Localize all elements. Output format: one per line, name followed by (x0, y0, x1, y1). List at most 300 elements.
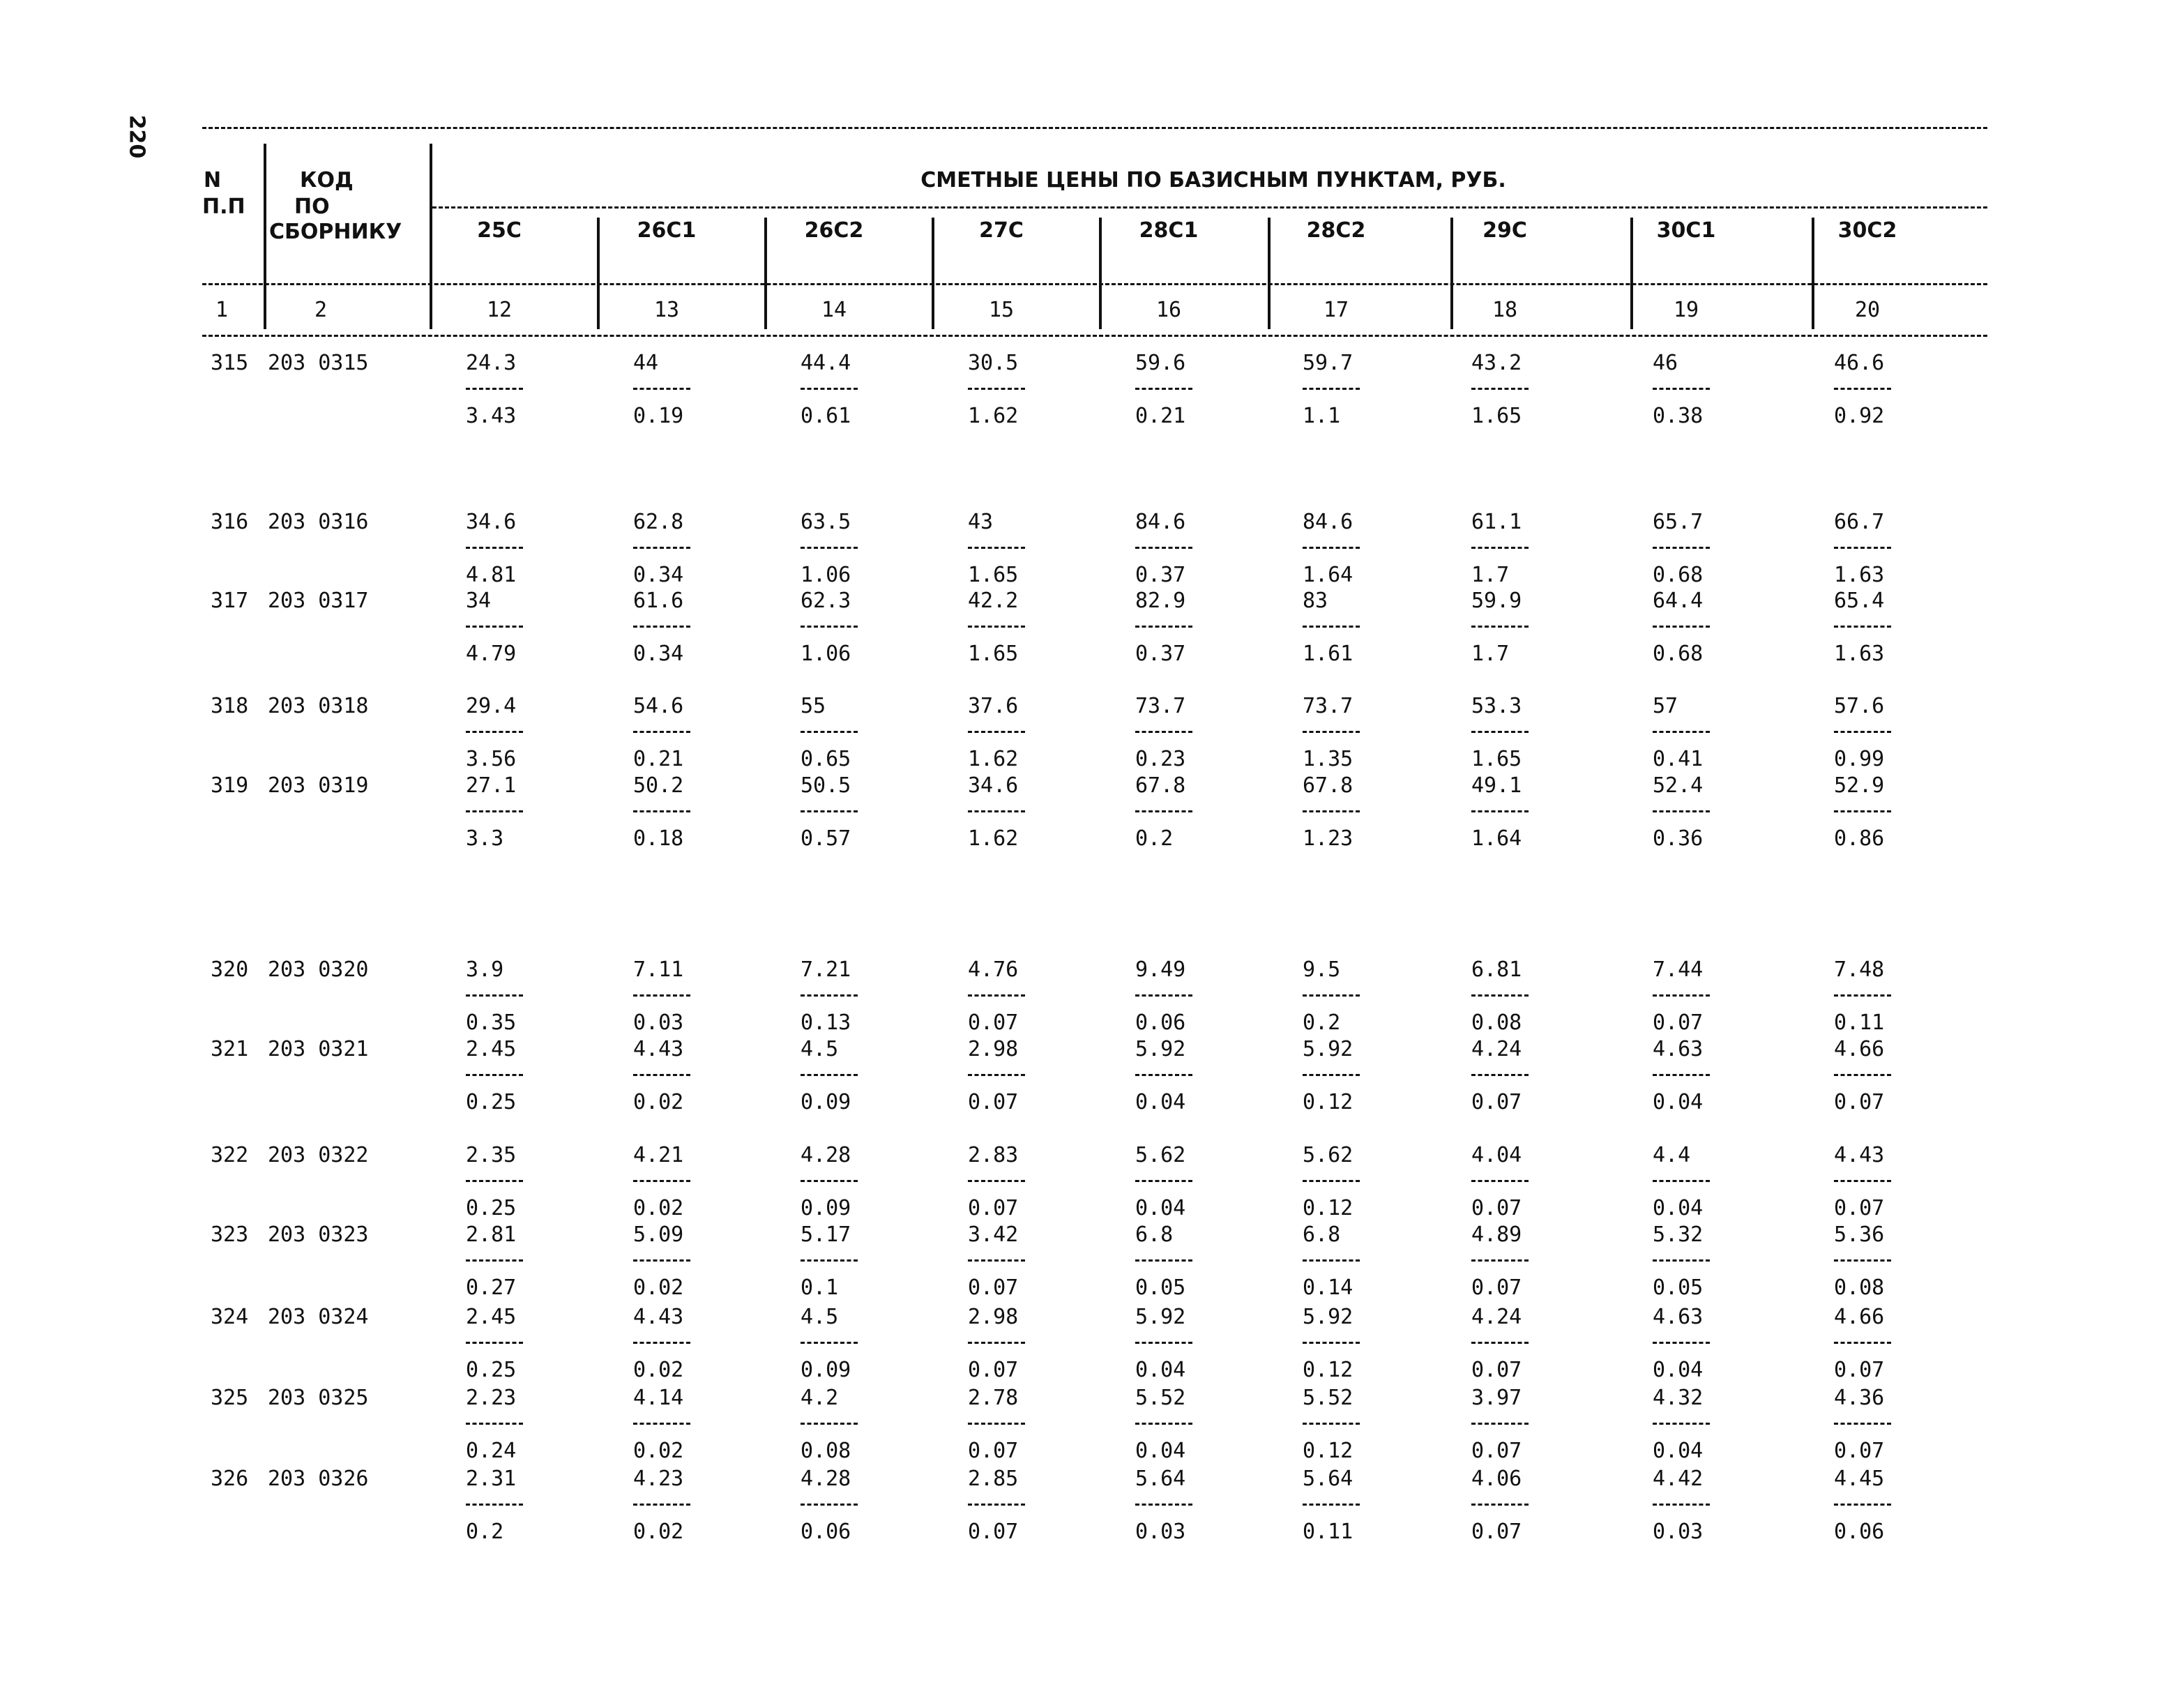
fraction-bar (633, 1423, 690, 1425)
price-value: 5.62 (1303, 1143, 1353, 1167)
price-value: 4.43 (633, 1037, 684, 1061)
fraction-bar (466, 1342, 523, 1344)
fraction-bar (1135, 1180, 1192, 1182)
fraction-bar (1303, 1074, 1360, 1076)
fraction-bar (1653, 1074, 1710, 1076)
price-value: 4.24 (1471, 1037, 1522, 1061)
price-value: 3.42 (968, 1222, 1019, 1247)
fraction-bar (1135, 1342, 1192, 1344)
price-secondary-value: 0.25 (466, 1196, 517, 1220)
price-value: 4.21 (633, 1143, 684, 1167)
price-value: 53.3 (1471, 694, 1522, 718)
price-value: 2.31 (466, 1467, 517, 1491)
price-secondary-value: 0.02 (633, 1275, 684, 1300)
column-header-number: 15 (988, 298, 1015, 322)
price-value: 73.7 (1135, 694, 1186, 718)
price-value: 65.7 (1653, 510, 1704, 534)
row-number: 316 (211, 510, 249, 534)
fraction-bar (1471, 547, 1529, 549)
column-header-number: 18 (1492, 298, 1518, 322)
column-header-name: 26С1 (637, 218, 697, 243)
row-code: 203 0322 (268, 1143, 369, 1167)
price-secondary-value: 0.37 (1135, 642, 1186, 666)
price-value: 30.5 (968, 351, 1019, 375)
price-secondary-value: 0.02 (633, 1090, 684, 1114)
header-separator-code (430, 144, 432, 329)
price-secondary-value: 0.68 (1653, 642, 1704, 666)
price-value: 3.9 (466, 957, 504, 982)
column-header-name: 30С2 (1837, 218, 1897, 243)
fraction-bar (1303, 994, 1360, 997)
price-value: 6.8 (1303, 1222, 1341, 1247)
fraction-bar (1653, 994, 1710, 997)
price-value: 7.21 (801, 957, 851, 982)
price-value: 2.23 (466, 1386, 517, 1410)
price-value: 4.23 (633, 1467, 684, 1491)
row-number: 323 (211, 1222, 249, 1247)
fraction-bar (1834, 994, 1891, 997)
price-secondary-value: 0.68 (1653, 563, 1704, 587)
price-value: 6.81 (1471, 957, 1522, 982)
price-value: 62.3 (801, 589, 851, 613)
price-value: 44 (633, 351, 659, 375)
fraction-bar (1303, 626, 1360, 628)
price-secondary-value: 0.34 (633, 563, 684, 587)
price-value: 7.11 (633, 957, 684, 982)
price-secondary-value: 0.25 (466, 1358, 517, 1382)
price-secondary-value: 0.02 (633, 1520, 684, 1544)
price-value: 54.6 (633, 694, 684, 718)
fraction-bar (1834, 626, 1891, 628)
price-value: 24.3 (466, 351, 517, 375)
price-value: 5.64 (1135, 1467, 1186, 1491)
fraction-bar (801, 994, 858, 997)
price-secondary-value: 0.05 (1135, 1275, 1186, 1300)
fraction-bar (1303, 731, 1360, 733)
price-value: 50.2 (633, 773, 684, 798)
fraction-bar (1471, 810, 1529, 812)
price-secondary-value: 1.62 (968, 747, 1019, 771)
fraction-bar (633, 1074, 690, 1076)
fraction-bar (1653, 547, 1710, 549)
price-value: 5.92 (1303, 1305, 1353, 1329)
price-value: 34.6 (466, 510, 517, 534)
price-value: 66.7 (1834, 510, 1885, 534)
fraction-bar (633, 1259, 690, 1262)
price-value: 2.98 (968, 1037, 1019, 1061)
fraction-bar (801, 626, 858, 628)
row-number: 317 (211, 589, 249, 613)
price-value: 4.66 (1834, 1305, 1885, 1329)
fraction-bar (1303, 388, 1360, 390)
header-n-label: N (204, 168, 222, 192)
price-secondary-value: 1.06 (801, 563, 851, 587)
price-value: 57.6 (1834, 694, 1885, 718)
row-code: 203 0323 (268, 1222, 369, 1247)
fraction-bar (633, 810, 690, 812)
fraction-bar (1471, 388, 1529, 390)
price-value: 62.8 (633, 510, 684, 534)
column-header-number: 17 (1323, 298, 1349, 322)
column-header-number: 20 (1854, 298, 1881, 322)
fraction-bar (1135, 1504, 1192, 1506)
header-column-separator (1450, 218, 1453, 329)
row-code: 203 0321 (268, 1037, 369, 1061)
price-value: 46 (1653, 351, 1678, 375)
fraction-bar (801, 1180, 858, 1182)
price-value: 5.32 (1653, 1222, 1704, 1247)
price-value: 4.42 (1653, 1467, 1704, 1491)
price-secondary-value: 0.04 (1653, 1196, 1704, 1220)
price-value: 9.49 (1135, 957, 1186, 982)
fraction-bar (633, 994, 690, 997)
price-secondary-value: 0.2 (1135, 826, 1174, 851)
price-value: 42.2 (968, 589, 1019, 613)
price-secondary-value: 1.7 (1471, 642, 1510, 666)
price-secondary-value: 0.34 (633, 642, 684, 666)
header-title: СМЕТНЫЕ ЦЕНЫ ПО БАЗИСНЫМ ПУНКТАМ, РУБ. (920, 168, 1506, 192)
price-secondary-value: 3.3 (466, 826, 504, 851)
table-top-rule (202, 127, 1987, 129)
fraction-bar (968, 810, 1025, 812)
price-secondary-value: 0.06 (801, 1520, 851, 1544)
price-secondary-value: 1.64 (1471, 826, 1522, 851)
row-code: 203 0320 (268, 957, 369, 982)
fraction-bar (1653, 1342, 1710, 1344)
price-value: 2.35 (466, 1143, 517, 1167)
price-secondary-value: 0.38 (1653, 404, 1704, 428)
price-value: 7.48 (1834, 957, 1885, 982)
price-secondary-value: 0.07 (1471, 1090, 1522, 1114)
price-secondary-value: 0.07 (1834, 1358, 1885, 1382)
price-secondary-value: 0.37 (1135, 563, 1186, 587)
header-code-label: КОД (300, 168, 354, 192)
fraction-bar (1303, 810, 1360, 812)
row-code: 203 0319 (268, 773, 369, 798)
fraction-bar (1135, 810, 1192, 812)
fraction-bar (1135, 731, 1192, 733)
price-value: 5.92 (1135, 1037, 1186, 1061)
price-value: 46.6 (1834, 351, 1885, 375)
price-secondary-value: 0.27 (466, 1275, 517, 1300)
fraction-bar (1471, 1180, 1529, 1182)
price-secondary-value: 0.86 (1834, 826, 1885, 851)
fraction-bar (1834, 1180, 1891, 1182)
price-secondary-value: 1.1 (1303, 404, 1341, 428)
fraction-bar (1471, 1342, 1529, 1344)
fraction-bar (968, 1074, 1025, 1076)
column-header-name: 28С1 (1139, 218, 1199, 243)
price-secondary-value: 0.65 (801, 747, 851, 771)
price-secondary-value: 4.79 (466, 642, 517, 666)
fraction-bar (801, 731, 858, 733)
price-value: 5.09 (633, 1222, 684, 1247)
fraction-bar (1135, 994, 1192, 997)
row-code: 203 0315 (268, 351, 369, 375)
fraction-bar (968, 1342, 1025, 1344)
fraction-bar (968, 1259, 1025, 1262)
price-secondary-value: 1.23 (1303, 826, 1353, 851)
fraction-bar (1471, 1423, 1529, 1425)
price-secondary-value: 3.56 (466, 747, 517, 771)
price-secondary-value: 1.65 (968, 563, 1019, 587)
price-secondary-value: 0.08 (1834, 1275, 1885, 1300)
price-secondary-value: 1.65 (968, 642, 1019, 666)
price-secondary-value: 1.63 (1834, 563, 1885, 587)
fraction-bar (968, 1504, 1025, 1506)
price-secondary-value: 0.2 (466, 1520, 504, 1544)
fraction-bar (1471, 731, 1529, 733)
price-secondary-value: 0.12 (1303, 1090, 1353, 1114)
price-secondary-value: 0.07 (1834, 1196, 1885, 1220)
fraction-bar (1135, 1423, 1192, 1425)
fraction-bar (633, 1180, 690, 1182)
fraction-bar (968, 994, 1025, 997)
price-value: 4.14 (633, 1386, 684, 1410)
price-value: 82.9 (1135, 589, 1186, 613)
price-secondary-value: 0.57 (801, 826, 851, 851)
price-value: 5.36 (1834, 1222, 1885, 1247)
price-value: 4.04 (1471, 1143, 1522, 1167)
price-value: 84.6 (1135, 510, 1186, 534)
fraction-bar (466, 810, 523, 812)
price-value: 44.4 (801, 351, 851, 375)
row-number: 326 (211, 1467, 249, 1491)
price-secondary-value: 0.18 (633, 826, 684, 851)
fraction-bar (968, 731, 1025, 733)
price-value: 5.17 (801, 1222, 851, 1247)
header-column-separator (1099, 218, 1102, 329)
fraction-bar (466, 731, 523, 733)
price-value: 37.6 (968, 694, 1019, 718)
column-header-name: 25С (477, 218, 522, 243)
header-code-label-sbornik: СБОРНИКУ (269, 220, 402, 244)
price-value: 43 (968, 510, 994, 534)
header-bottom-rule (202, 335, 1987, 337)
price-value: 50.5 (801, 773, 851, 798)
price-secondary-value: 0.08 (1471, 1010, 1522, 1035)
fraction-bar (1653, 1504, 1710, 1506)
fraction-bar (1653, 1259, 1710, 1262)
fraction-bar (1653, 388, 1710, 390)
column-header-number: 13 (653, 298, 680, 322)
price-secondary-value: 0.03 (1135, 1520, 1186, 1544)
fraction-bar (1303, 1259, 1360, 1262)
price-secondary-value: 0.04 (1135, 1439, 1186, 1463)
fraction-bar (801, 388, 858, 390)
price-secondary-value: 0.04 (1135, 1358, 1186, 1382)
fraction-bar (1471, 1259, 1529, 1262)
price-secondary-value: 0.03 (633, 1010, 684, 1035)
fraction-bar (1303, 1342, 1360, 1344)
price-value: 5.92 (1303, 1037, 1353, 1061)
price-value: 4.63 (1653, 1305, 1704, 1329)
price-value: 5.52 (1303, 1386, 1353, 1410)
price-value: 29.4 (466, 694, 517, 718)
price-secondary-value: 0.36 (1653, 826, 1704, 851)
fraction-bar (1135, 547, 1192, 549)
fraction-bar (968, 1423, 1025, 1425)
price-value: 3.97 (1471, 1386, 1522, 1410)
price-value: 4.24 (1471, 1305, 1522, 1329)
price-secondary-value: 1.62 (968, 826, 1019, 851)
price-value: 84.6 (1303, 510, 1353, 534)
price-secondary-value: 0.06 (1135, 1010, 1186, 1035)
price-secondary-value: 0.24 (466, 1439, 517, 1463)
price-value: 65.4 (1834, 589, 1885, 613)
fraction-bar (633, 626, 690, 628)
fraction-bar (466, 994, 523, 997)
fraction-bar (1471, 994, 1529, 997)
row-number: 315 (211, 351, 249, 375)
fraction-bar (1303, 1180, 1360, 1182)
price-value: 52.9 (1834, 773, 1885, 798)
price-secondary-value: 0.07 (968, 1358, 1019, 1382)
fraction-bar (1471, 1504, 1529, 1506)
header-column-separator (932, 218, 934, 329)
header-col2-num: 2 (314, 298, 328, 322)
price-value: 4.43 (1834, 1143, 1885, 1167)
price-value: 49.1 (1471, 773, 1522, 798)
fraction-bar (1834, 1423, 1891, 1425)
fraction-bar (1471, 1074, 1529, 1076)
header-column-separator (1812, 218, 1814, 329)
price-value: 4.28 (801, 1467, 851, 1491)
fraction-bar (968, 1180, 1025, 1182)
price-value: 5.64 (1303, 1467, 1353, 1491)
price-secondary-value: 0.13 (801, 1010, 851, 1035)
price-secondary-value: 0.11 (1303, 1520, 1353, 1544)
fraction-bar (633, 1504, 690, 1506)
fraction-bar (968, 547, 1025, 549)
fraction-bar (1303, 547, 1360, 549)
price-value: 34 (466, 589, 492, 613)
header-column-separator (764, 218, 767, 329)
price-value: 4.76 (968, 957, 1019, 982)
fraction-bar (968, 626, 1025, 628)
fraction-bar (1653, 731, 1710, 733)
price-secondary-value: 0.05 (1653, 1275, 1704, 1300)
price-value: 4.36 (1834, 1386, 1885, 1410)
price-secondary-value: 0.04 (1653, 1358, 1704, 1382)
price-secondary-value: 0.07 (968, 1196, 1019, 1220)
price-secondary-value: 0.12 (1303, 1196, 1353, 1220)
price-value: 4.28 (801, 1143, 851, 1167)
column-header-number: 12 (486, 298, 513, 322)
price-secondary-value: 4.81 (466, 563, 517, 587)
header-col1-num: 1 (215, 298, 229, 322)
price-secondary-value: 1.62 (968, 404, 1019, 428)
price-secondary-value: 0.07 (968, 1520, 1019, 1544)
price-secondary-value: 0.07 (1834, 1439, 1885, 1463)
price-secondary-value: 0.07 (968, 1090, 1019, 1114)
fraction-bar (1834, 1504, 1891, 1506)
fraction-bar (1303, 1504, 1360, 1506)
price-value: 43.2 (1471, 351, 1522, 375)
price-value: 73.7 (1303, 694, 1353, 718)
price-secondary-value: 0.41 (1653, 747, 1704, 771)
fraction-bar (1135, 388, 1192, 390)
price-value: 4.2 (801, 1386, 839, 1410)
price-secondary-value: 0.06 (1834, 1520, 1885, 1544)
price-value: 59.6 (1135, 351, 1186, 375)
fraction-bar (1834, 1074, 1891, 1076)
price-value: 4.5 (801, 1037, 839, 1061)
price-secondary-value: 0.61 (801, 404, 851, 428)
header-code-label-po: ПО (294, 195, 330, 219)
price-secondary-value: 0.07 (968, 1275, 1019, 1300)
price-secondary-value: 0.25 (466, 1090, 517, 1114)
price-secondary-value: 0.02 (633, 1439, 684, 1463)
row-number: 324 (211, 1305, 249, 1329)
price-value: 5.62 (1135, 1143, 1186, 1167)
price-secondary-value: 0.07 (968, 1010, 1019, 1035)
price-secondary-value: 1.64 (1303, 563, 1353, 587)
price-value: 83 (1303, 589, 1328, 613)
price-value: 61.6 (633, 589, 684, 613)
price-secondary-value: 0.07 (968, 1439, 1019, 1463)
price-secondary-value: 1.63 (1834, 642, 1885, 666)
price-value: 4.89 (1471, 1222, 1522, 1247)
price-secondary-value: 0.07 (1471, 1358, 1522, 1382)
fraction-bar (1834, 1259, 1891, 1262)
row-number: 322 (211, 1143, 249, 1167)
fraction-bar (1834, 388, 1891, 390)
price-value: 9.5 (1303, 957, 1341, 982)
fraction-bar (466, 547, 523, 549)
fraction-bar (633, 388, 690, 390)
price-value: 59.9 (1471, 589, 1522, 613)
price-secondary-value: 0.35 (466, 1010, 517, 1035)
header-column-separator (597, 218, 600, 329)
row-code: 203 0326 (268, 1467, 369, 1491)
fraction-bar (1135, 626, 1192, 628)
column-header-name: 30С1 (1656, 218, 1716, 243)
fraction-bar (633, 547, 690, 549)
price-secondary-value: 0.1 (801, 1275, 839, 1300)
price-secondary-value: 0.08 (801, 1439, 851, 1463)
price-value: 4.45 (1834, 1467, 1885, 1491)
price-value: 2.45 (466, 1037, 517, 1061)
price-secondary-value: 0.02 (633, 1358, 684, 1382)
price-secondary-value: 0.07 (1834, 1090, 1885, 1114)
price-secondary-value: 0.04 (1653, 1439, 1704, 1463)
price-value: 59.7 (1303, 351, 1353, 375)
price-value: 7.44 (1653, 957, 1704, 982)
row-code: 203 0324 (268, 1305, 369, 1329)
price-secondary-value: 1.61 (1303, 642, 1353, 666)
price-secondary-value: 0.21 (633, 747, 684, 771)
column-header-name: 29С (1482, 218, 1527, 243)
price-secondary-value: 0.12 (1303, 1439, 1353, 1463)
row-number: 318 (211, 694, 249, 718)
price-value: 5.52 (1135, 1386, 1186, 1410)
price-secondary-value: 0.04 (1135, 1090, 1186, 1114)
fraction-bar (1834, 547, 1891, 549)
price-value: 2.45 (466, 1305, 517, 1329)
price-secondary-value: 1.65 (1471, 404, 1522, 428)
row-number: 319 (211, 773, 249, 798)
fraction-bar (801, 810, 858, 812)
fraction-bar (1471, 626, 1529, 628)
fraction-bar (633, 731, 690, 733)
price-secondary-value: 0.07 (1471, 1196, 1522, 1220)
price-secondary-value: 0.07 (1471, 1439, 1522, 1463)
row-code: 203 0318 (268, 694, 369, 718)
column-header-number: 16 (1155, 298, 1182, 322)
price-value: 67.8 (1135, 773, 1186, 798)
price-value: 4.32 (1653, 1386, 1704, 1410)
